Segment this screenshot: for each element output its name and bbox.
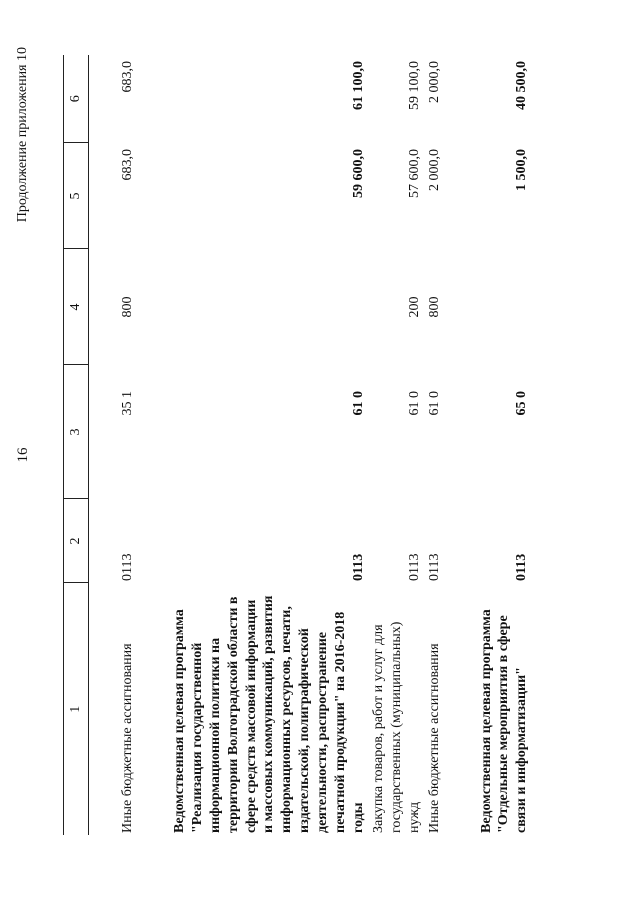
row-article: 61 0: [406, 391, 422, 416]
row-expense-type: 200: [406, 296, 422, 318]
row-value-a: 2 000,0: [426, 149, 442, 191]
column-header: 6: [64, 55, 89, 143]
column-header: 1: [64, 583, 89, 835]
column-header: 4: [64, 249, 89, 365]
column-header: 2: [64, 499, 89, 583]
header-row: [64, 55, 89, 835]
table-row: [370, 55, 426, 835]
continuation-caption: Продолжение приложения 10: [15, 47, 30, 223]
page-number: 16: [15, 447, 31, 463]
row-article: 65 0: [514, 391, 530, 416]
row-name: Ведомственная целевая программа "Отдельные мероприятия в сфере связи и информатизации": [478, 609, 530, 833]
row-section: 0113: [406, 553, 422, 581]
budget-table: [63, 55, 533, 835]
row-value-b: 683,0: [120, 61, 135, 93]
row-section: 0113: [514, 553, 530, 581]
table-row: [478, 55, 534, 835]
row-value-a: 57 600,0: [406, 149, 422, 198]
row-expense-type: [478, 249, 534, 365]
rotated-page: [15, 25, 615, 885]
column-header: 3: [64, 365, 89, 499]
row-name: Закупка товаров, работ и услуг для государственных (муниципальных) нужд: [370, 621, 422, 833]
row-value-a: 1 500,0: [514, 149, 530, 191]
row-article: 35 1: [120, 391, 135, 416]
table-row: [426, 55, 446, 835]
row-value-b: 59 100,0: [406, 61, 422, 110]
table-row: [171, 55, 370, 835]
row-expense-type: 800: [120, 296, 135, 318]
column-header: 5: [64, 143, 89, 249]
row-section: 0113: [426, 553, 442, 581]
row-spacer: [139, 55, 171, 835]
table-row: [89, 55, 139, 835]
row-spacer: [446, 55, 478, 835]
row-value-a: 59 600,0: [350, 149, 366, 198]
row-expense-type: 800: [426, 296, 442, 318]
row-value-b: 2 000,0: [426, 61, 442, 103]
row-article: 61 0: [426, 391, 442, 416]
row-value-a: 683,0: [120, 149, 135, 181]
row-section: 0113: [120, 553, 135, 581]
row-section: 0113: [350, 553, 366, 581]
row-value-b: 61 100,0: [350, 61, 366, 110]
row-article: 61 0: [350, 391, 366, 416]
row-name: Иные бюджетные ассигнования: [120, 643, 135, 833]
row-name: Иные бюджетные ассигнования: [426, 643, 442, 833]
row-expense-type: [171, 249, 370, 365]
row-name: Ведомственная целевая программа "Реализация государственной информационной политики на территории Волгоградской области в сфере средств массовой информации и массовых коммуникаций, развития информационных ресурсов, печати, издательской, полиграфической деятельности, распространение печатной продукции" на 2016-2018 годы: [171, 595, 366, 833]
row-value-b: 40 500,0: [514, 61, 530, 110]
